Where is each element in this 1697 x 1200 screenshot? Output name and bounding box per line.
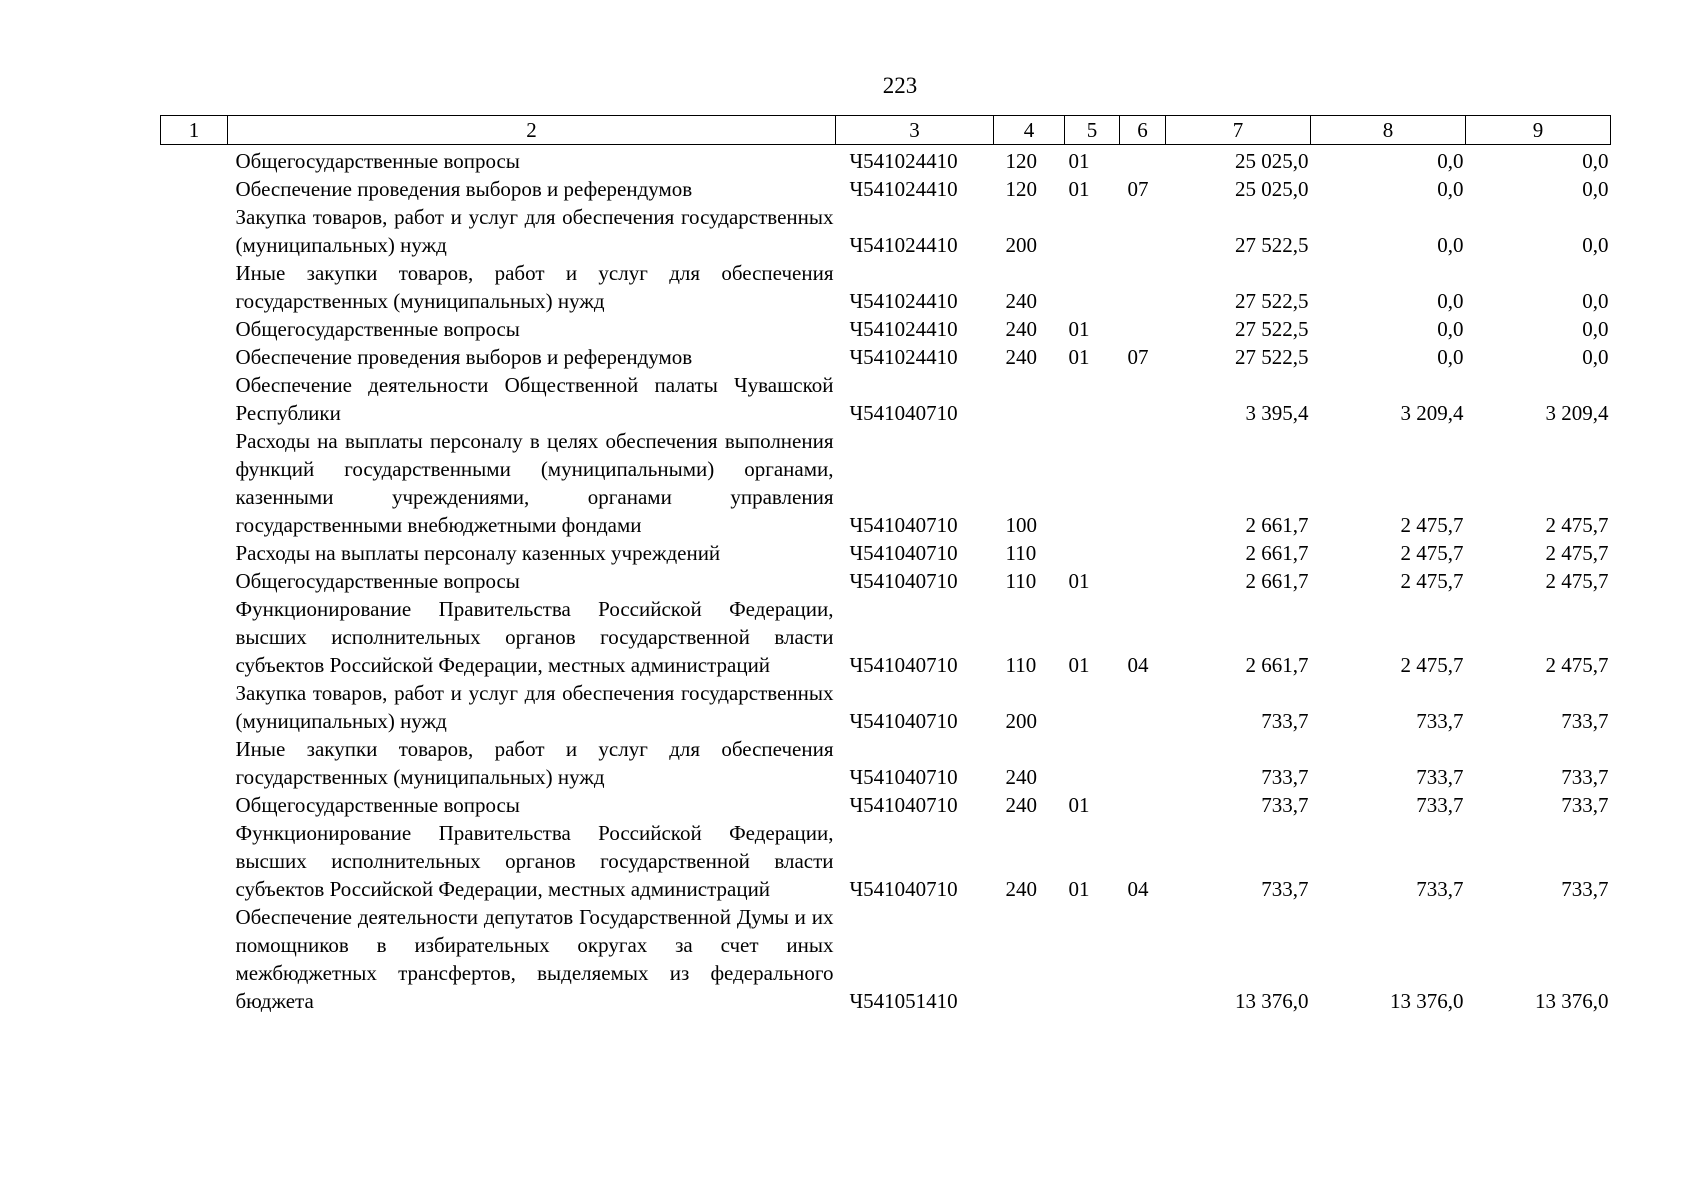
table-row	[161, 791, 1611, 819]
cell-section: 01	[1068, 149, 1090, 173]
cell-section	[1065, 903, 1120, 1015]
cell-amount-8: 0,0	[1437, 233, 1464, 257]
cell-expense-group: 240	[1005, 793, 1037, 817]
cell-amount-8: 2 475,7	[1400, 541, 1464, 565]
cell-name: Обеспечение проведения выборов и референдумов	[235, 177, 693, 201]
cell-amount-7: 733,7	[1261, 793, 1309, 817]
cell-section: 01	[1068, 877, 1090, 901]
column-header-5: 5	[1065, 116, 1120, 145]
cell-amount-8: 733,7	[1416, 709, 1464, 733]
cell-target-code: Ч541040710	[849, 765, 958, 789]
cell-amount-9: 0,0	[1582, 149, 1609, 173]
cell-expense-group	[994, 903, 1065, 1015]
cell-subsection	[1120, 791, 1166, 819]
cell-subsection	[1120, 259, 1166, 315]
cell-amount-7: 27 522,5	[1235, 345, 1309, 369]
cell-amount-9: 733,7	[1561, 709, 1609, 733]
cell-section	[1065, 203, 1120, 259]
cell-amount-9: 0,0	[1582, 289, 1609, 313]
cell-section	[1065, 427, 1120, 539]
cell-target-code: Ч541024410	[849, 289, 958, 313]
cell-target-code: Ч541040710	[849, 541, 958, 565]
cell-number	[161, 903, 228, 1015]
cell-amount-7: 733,7	[1261, 877, 1309, 901]
cell-target-code: Ч541040710	[849, 877, 958, 901]
cell-amount-9: 733,7	[1561, 765, 1609, 789]
cell-expense-group: 240	[1005, 317, 1037, 341]
cell-number	[161, 343, 228, 371]
table-row	[161, 315, 1611, 343]
column-header-1: 1	[161, 116, 228, 145]
cell-expense-group: 240	[1005, 345, 1037, 369]
cell-name: Общегосударственные вопросы	[235, 317, 520, 341]
cell-number	[161, 145, 228, 176]
cell-number	[161, 427, 228, 539]
cell-amount-9: 2 475,7	[1545, 513, 1609, 537]
table-row	[161, 203, 1611, 259]
cell-target-code: Ч541024410	[849, 177, 958, 201]
cell-expense-group: 100	[1005, 513, 1037, 537]
cell-amount-9: 2 475,7	[1545, 569, 1609, 593]
cell-target-code: Ч541040710	[849, 401, 958, 425]
cell-target-code: Ч541024410	[849, 345, 958, 369]
cell-subsection	[1120, 679, 1166, 735]
cell-subsection	[1120, 427, 1166, 539]
cell-name: Обеспечение деятельности Общественной палаты Чувашской Республики	[235, 373, 834, 425]
column-header-8: 8	[1311, 116, 1466, 145]
cell-section: 01	[1068, 793, 1090, 817]
cell-expense-group: 110	[1005, 541, 1037, 565]
table-header-row	[161, 116, 1611, 145]
cell-amount-7: 3 395,4	[1245, 401, 1309, 425]
cell-name: Общегосударственные вопросы	[235, 149, 520, 173]
cell-expense-group	[994, 371, 1065, 427]
cell-section	[1065, 735, 1120, 791]
cell-subsection: 04	[1127, 877, 1149, 901]
cell-expense-group: 120	[1005, 149, 1037, 173]
cell-amount-7: 27 522,5	[1235, 289, 1309, 313]
table-body	[161, 145, 1611, 1016]
cell-expense-group: 110	[1005, 569, 1037, 593]
cell-number	[161, 315, 228, 343]
cell-number	[161, 679, 228, 735]
cell-amount-7: 25 025,0	[1235, 149, 1309, 173]
cell-expense-group: 240	[1005, 289, 1037, 313]
cell-number	[161, 175, 228, 203]
cell-expense-group: 110	[1005, 653, 1037, 677]
cell-number	[161, 791, 228, 819]
cell-subsection: 07	[1127, 177, 1149, 201]
cell-number	[161, 595, 228, 679]
table-row	[161, 343, 1611, 371]
cell-name: Иные закупки товаров, работ и услуг для обеспечения государственных (муниципальных) нужд	[235, 261, 834, 313]
cell-name: Иные закупки товаров, работ и услуг для обеспечения государственных (муниципальных) нужд	[235, 737, 834, 789]
cell-amount-7: 2 661,7	[1245, 653, 1309, 677]
column-header-7: 7	[1166, 116, 1311, 145]
table-row	[161, 427, 1611, 539]
cell-number	[161, 371, 228, 427]
cell-target-code: Ч541040710	[849, 793, 958, 817]
cell-name: Функционирование Правительства Российской Федерации, высших исполнительных органов государственной власти субъектов Российской Федерации, местных администраций	[235, 597, 834, 677]
cell-target-code: Ч541024410	[849, 149, 958, 173]
cell-target-code: Ч541040710	[849, 653, 958, 677]
cell-expense-group: 200	[1005, 233, 1037, 257]
cell-name: Обеспечение деятельности депутатов Государственной Думы и их помощников в избирательных округах за счет иных межбюджетных трансфертов, выделяемых из федерального бюджета	[235, 905, 834, 1013]
cell-amount-8: 733,7	[1416, 793, 1464, 817]
cell-number	[161, 819, 228, 903]
cell-amount-8: 0,0	[1437, 345, 1464, 369]
cell-amount-9: 0,0	[1582, 233, 1609, 257]
cell-section	[1065, 371, 1120, 427]
table-row	[161, 259, 1611, 315]
cell-amount-7: 733,7	[1261, 765, 1309, 789]
cell-name: Общегосударственные вопросы	[235, 793, 520, 817]
cell-section	[1065, 259, 1120, 315]
cell-amount-9: 0,0	[1582, 317, 1609, 341]
cell-amount-9: 13 376,0	[1535, 989, 1609, 1013]
cell-target-code: Ч541051410	[849, 989, 958, 1013]
cell-amount-9: 2 475,7	[1545, 653, 1609, 677]
cell-name: Функционирование Правительства Российской Федерации, высших исполнительных органов государственной власти субъектов Российской Федерации, местных администраций	[235, 821, 834, 901]
cell-section: 01	[1068, 345, 1090, 369]
cell-name: Обеспечение проведения выборов и референдумов	[235, 345, 693, 369]
table-row	[161, 819, 1611, 903]
cell-amount-8: 0,0	[1437, 177, 1464, 201]
cell-number	[161, 735, 228, 791]
table-row	[161, 371, 1611, 427]
cell-expense-group: 120	[1005, 177, 1037, 201]
page-number: 223	[882, 73, 918, 98]
table-row	[161, 679, 1611, 735]
cell-subsection	[1120, 203, 1166, 259]
cell-section	[1065, 539, 1120, 567]
cell-expense-group: 200	[1005, 709, 1037, 733]
table-row	[161, 175, 1611, 203]
cell-number	[161, 203, 228, 259]
cell-target-code: Ч541024410	[849, 233, 958, 257]
column-header-6: 6	[1120, 116, 1166, 145]
cell-section: 01	[1068, 177, 1090, 201]
cell-amount-8: 0,0	[1437, 317, 1464, 341]
cell-subsection	[1120, 903, 1166, 1015]
cell-section: 01	[1068, 653, 1090, 677]
cell-amount-7: 25 025,0	[1235, 177, 1309, 201]
cell-subsection	[1120, 145, 1166, 176]
cell-subsection	[1120, 371, 1166, 427]
cell-amount-8: 0,0	[1437, 149, 1464, 173]
cell-amount-9: 2 475,7	[1545, 541, 1609, 565]
column-header-9: 9	[1466, 116, 1611, 145]
cell-name: Закупка товаров, работ и услуг для обеспечения государственных (муниципальных) нужд	[235, 681, 834, 733]
cell-number	[161, 539, 228, 567]
cell-name: Расходы на выплаты персоналу казенных учреждений	[235, 541, 721, 565]
cell-subsection	[1120, 539, 1166, 567]
cell-expense-group: 240	[1005, 877, 1037, 901]
cell-amount-9: 733,7	[1561, 793, 1609, 817]
cell-section: 01	[1068, 569, 1090, 593]
cell-subsection: 07	[1127, 345, 1149, 369]
cell-target-code: Ч541040710	[849, 513, 958, 537]
cell-amount-7: 2 661,7	[1245, 513, 1309, 537]
column-header-4: 4	[994, 116, 1065, 145]
cell-amount-9: 733,7	[1561, 877, 1609, 901]
cell-subsection: 04	[1127, 653, 1149, 677]
cell-section: 01	[1068, 317, 1090, 341]
cell-name: Закупка товаров, работ и услуг для обеспечения государственных (муниципальных) нужд	[235, 205, 834, 257]
cell-amount-8: 3 209,4	[1400, 401, 1464, 425]
table-row	[161, 903, 1611, 1015]
cell-amount-7: 27 522,5	[1235, 233, 1309, 257]
budget-table	[160, 115, 1611, 1015]
cell-subsection	[1120, 567, 1166, 595]
cell-amount-8: 733,7	[1416, 765, 1464, 789]
table-row	[161, 145, 1611, 176]
cell-name: Общегосударственные вопросы	[235, 569, 520, 593]
cell-subsection	[1120, 735, 1166, 791]
table-row	[161, 735, 1611, 791]
cell-amount-9: 0,0	[1582, 345, 1609, 369]
cell-amount-7: 2 661,7	[1245, 541, 1309, 565]
cell-number	[161, 259, 228, 315]
column-header-3: 3	[836, 116, 994, 145]
cell-target-code: Ч541040710	[849, 569, 958, 593]
cell-amount-8: 2 475,7	[1400, 513, 1464, 537]
column-header-2: 2	[228, 116, 836, 145]
cell-amount-7: 733,7	[1261, 709, 1309, 733]
cell-expense-group: 240	[1005, 765, 1037, 789]
table-row	[161, 567, 1611, 595]
cell-amount-9: 3 209,4	[1545, 401, 1609, 425]
cell-target-code: Ч541024410	[849, 317, 958, 341]
cell-amount-9: 0,0	[1582, 177, 1609, 201]
cell-amount-8: 2 475,7	[1400, 653, 1464, 677]
cell-amount-7: 2 661,7	[1245, 569, 1309, 593]
cell-amount-8: 733,7	[1416, 877, 1464, 901]
table-row	[161, 595, 1611, 679]
cell-amount-8: 13 376,0	[1390, 989, 1464, 1013]
cell-section	[1065, 679, 1120, 735]
cell-amount-7: 27 522,5	[1235, 317, 1309, 341]
cell-amount-8: 2 475,7	[1400, 569, 1464, 593]
table-row	[161, 539, 1611, 567]
cell-number	[161, 567, 228, 595]
cell-amount-8: 0,0	[1437, 289, 1464, 313]
cell-name: Расходы на выплаты персоналу в целях обеспечения выполнения функций государственными (муниципальными) органами, казенными учреждениями, органами управления государственными внебюджетными фондами	[235, 429, 834, 537]
cell-amount-7: 13 376,0	[1235, 989, 1309, 1013]
cell-subsection	[1120, 315, 1166, 343]
cell-target-code: Ч541040710	[849, 709, 958, 733]
